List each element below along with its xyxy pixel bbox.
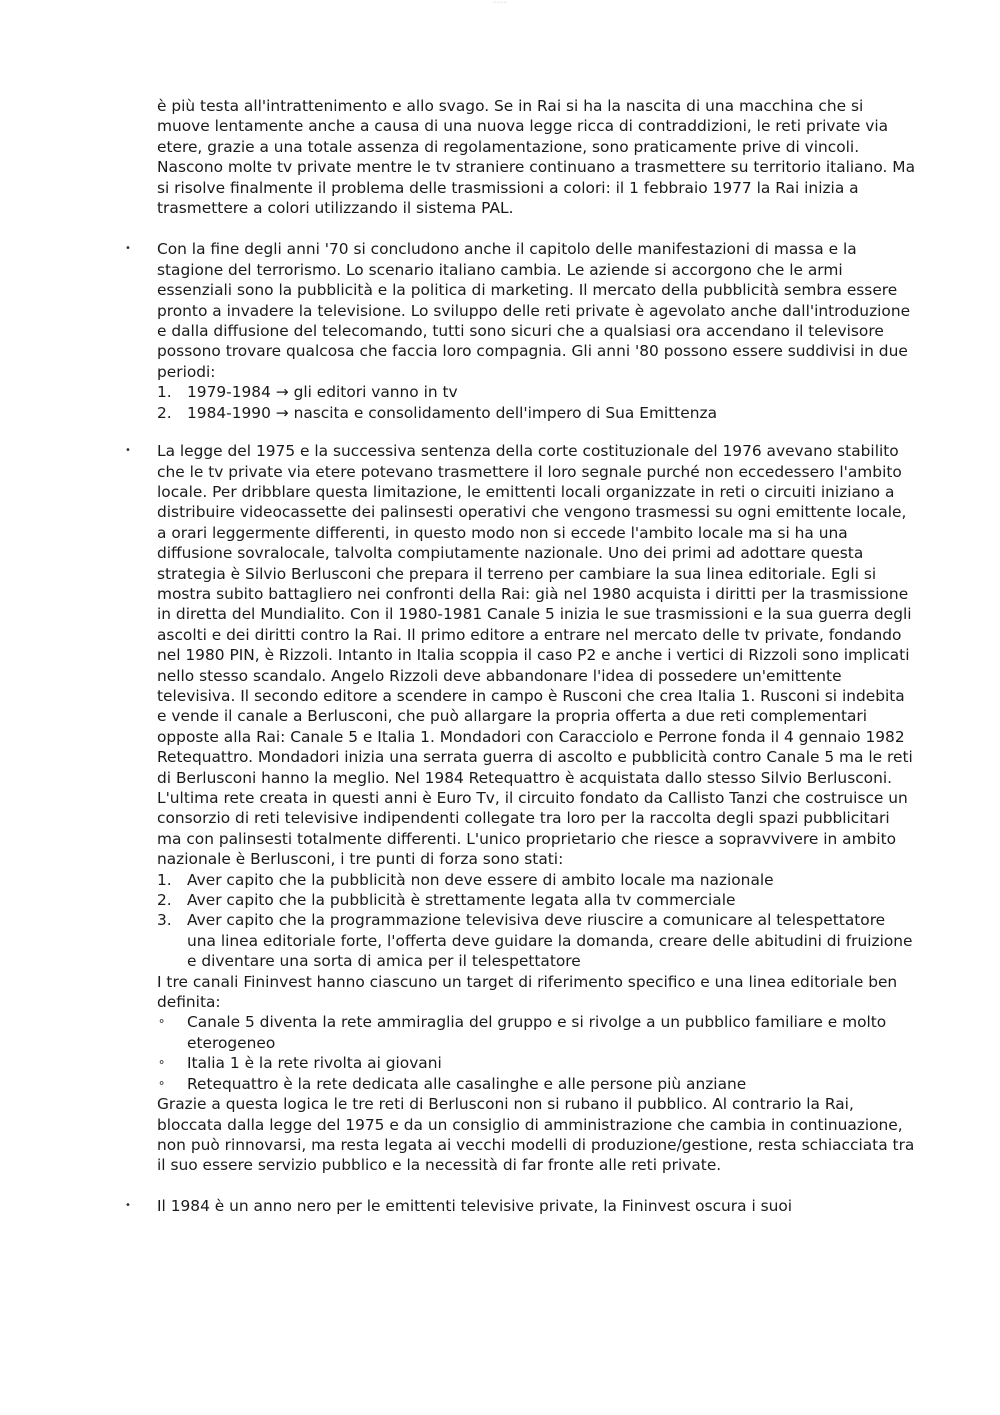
circle-bullet-icon: ⚬ [157, 1056, 167, 1070]
channels-list [157, 1012, 917, 1094]
list-item-text: Aver capito che la programmazione televisiva deve riuscire a comunicare al telespettatore una linea editoriale forte, l'offerta deve guidare la domanda, creare delle abitudini di fruizione e diventare una sorta di amica per il telespettatore [187, 911, 913, 971]
bullet-item-3 [125, 1196, 917, 1216]
list-item [157, 382, 917, 402]
list-item-text: Aver capito che la pubblicità non deve essere di ambito locale ma nazionale [187, 870, 774, 889]
bullet-item-1 [125, 239, 917, 423]
list-item [157, 890, 917, 910]
list-item-text: Italia 1 è la rete rivolta ai giovani [187, 1054, 442, 1073]
list-item [157, 1074, 917, 1094]
list-number: 3. [157, 911, 172, 930]
circle-bullet-icon: ⚬ [157, 1076, 167, 1090]
bullet-2-text: La legge del 1975 e la successiva sentenza della corte costituzionale del 1976 avevano stabilito che le tv private via etere potevano trasmettere il loro segnale purché non eccedessero l'ambito locale. Per dribblare questa limitazione, le emittenti locali organizzate in reti o circuiti iniziano a distribuire videocassette dei palinsesti operativi che vengono trasmessi su ogni emittente locale, a orari leggermente differenti, in questo modo non si eccede l'ambito locale ma si ha una diffusione sovralocale, talvolta compiutamente nazionale. Uno dei primi ad adottare questa strategia è Silvio Berlusconi che prepara il terreno per cambiare la sua linea editoriale. Egli si mostra subito battagliero nei confronti della Rai: già nel 1980 acquista i diritti per la trasmissione in diretta del Mundialito. Con il 1980-1981 Canale 5 inizia le sue trasmissioni e la sua guerra degli ascolti e dei diritti contro la Rai. Il primo editore a entrare nel mercato delle tv private, fondando nel 1980 PIN, è Rizzoli. Intanto in Italia scoppia il caso P2 e anche i vertici di Rizzoli sono implicati nello stesso scandalo. Angelo Rizzoli deve abbandonare l'idea di possedere un'emittente televisiva. Il secondo editore a scendere in campo è Rusconi che crea Italia 1. Rusconi si indebita e vende il canale a Berlusconi, che può allargare la propria offerta a due reti complementari opposte alla Rai: Canale 5 e Italia 1. Mondadori con Caracciolo e Perrone fonda il 4 gennaio 1982 Retequattro. Mondadori inizia una serrata guerra di ascolto e pubblicità contro Canale 5 ma le reti di Berlusconi hanno la meglio. Nel 1984 Retequattro è acquistata dallo stesso Silvio Berlusconi. L'ultima rete creata in questi anni è Euro Tv, il circuito fondato da Callisto Tanzi che costruisce un consorzio di reti televisive indipendenti collegate tra loro per la raccolta degli spazi pubblicitari ma con palinsesti totalmente differenti. L'unico proprietario che riesce a sopravvivere in ambito nazionale è Berlusconi, i tre punti di forza sono stati: [157, 442, 913, 869]
list-item-text: Canale 5 diventa la rete ammiraglia del gruppo e si rivolge a un pubblico familiare e molto eterogeneo [187, 1013, 887, 1052]
list-number: 2. [157, 891, 172, 910]
strengths-list [157, 870, 917, 972]
list-number: 2. [157, 403, 172, 422]
list-number: 1. [157, 870, 172, 889]
list-item [157, 1053, 917, 1073]
document-page [125, 96, 917, 1216]
circle-bullet-icon: ⚬ [157, 1015, 167, 1029]
bullet-icon: • [125, 445, 131, 457]
intro-paragraph: è più testa all'intrattenimento e allo svago. Se in Rai si ha la nascita di una macchina che si muove lentamente anche a causa di una nuova legge ricca di contraddizioni, le reti private via etere, grazie a una totale assenza di regolamentazione, sono praticamente prive di vincoli. Nascono molte tv private mentre le tv straniere continuano a trasmettere su territorio italiano. Ma si risolve finalmente il problema delle trasmissioni a colori: il 1 febbraio 1977 la Rai inizia a trasmettere a colori utilizzando il sistema PAL. [157, 97, 916, 218]
bullet-icon: • [125, 1199, 131, 1211]
channels-intro: I tre canali Fininvest hanno ciascuno un target di riferimento specifico e una linea editoriale ben definita: [157, 972, 898, 1012]
list-item-text: 1984-1990 → nascita e consolidamento dell'impero di Sua Emittenza [187, 403, 718, 422]
bullet-1-text: Con la fine degli anni '70 si concludono anche il capitolo delle manifestazioni di massa e la stagione del terrorismo. Lo scenario italiano cambia. Le aziende si accorgono che le armi essenziali sono la pubblicità e la politica di marketing. Il mercato della pubblicità sembra essere pronto a invadere la televisione. Lo sviluppo delle reti private è agevolato anche dall'introduzione e dalla diffusione del telecomando, tutti sono sicuri che a qualsiasi ora accendano il televisore possono trovare qualcosa che faccia loro compagnia. Gli anni '80 possono essere suddivisi in due periodi: [157, 240, 911, 381]
list-item [157, 1012, 917, 1053]
periods-list [157, 382, 917, 423]
list-item [157, 910, 917, 971]
bullet-3-text: Il 1984 è un anno nero per le emittenti televisive private, la Fininvest oscura i suoi [157, 1196, 793, 1215]
list-item-text: 1979-1984 → gli editori vanno in tv [187, 383, 458, 402]
list-item-text: Aver capito che la pubblicità è strettamente legata alla tv commerciale [187, 891, 736, 910]
list-item [157, 870, 917, 890]
bullet-item-2 [125, 441, 917, 1176]
header-mark: •••••••• [492, 0, 508, 4]
conclusion-paragraph: Grazie a questa logica le tre reti di Berlusconi non si rubano il pubblico. Al contrario la Rai, bloccata dalla legge del 1975 e da un consiglio di amministrazione che cambia in continuazione, non può rinnovarsi, ma resta legata ai vecchi modelli di produzione/gestione, resta schiacciata tra il suo essere servizio pubblico e la necessità di far fronte alle reti private. [157, 1095, 915, 1175]
list-number: 1. [157, 383, 172, 402]
list-item-text: Retequattro è la rete dedicata alle casalinghe e alle persone più anziane [187, 1074, 747, 1093]
bullet-icon: • [125, 243, 131, 255]
list-item [157, 403, 917, 423]
